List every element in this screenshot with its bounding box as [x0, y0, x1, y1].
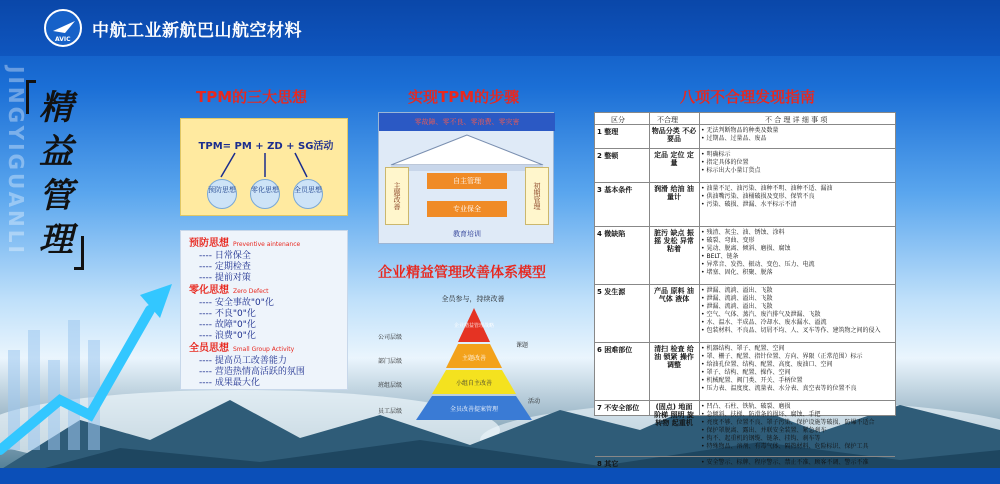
calli-char: 益 [39, 132, 73, 172]
section-title-zero: 零化思想 Zero Defect [189, 285, 269, 296]
row-type: 润滑 给油 油量计 [654, 185, 694, 201]
row-category: 7 不安全部位 [597, 404, 640, 412]
detail-line: • 晃动、脱离、倾斜、磨损、腐蚀 [701, 245, 791, 252]
level-label: 部门层级 [378, 358, 403, 365]
company-name: 中航工业新航巴山航空材料 [92, 21, 302, 41]
section-title-all-staff: 全员思想 Small Group Activity [189, 343, 295, 354]
detail-line: • 保护罩脱离、露出、并联安全装置、紧急刹车 [701, 427, 827, 434]
row-category: 4 微缺陷 [597, 230, 626, 238]
list-item: ---- 成果最大化 [199, 378, 260, 388]
row-type: 定品 定位 定量 [654, 151, 694, 167]
header-cell: 不合理 [657, 116, 678, 124]
detail-line: • 机械配置、阀门类、开关、手柄位置 [701, 377, 803, 384]
calli-char: 精 [39, 88, 73, 128]
row-category: 1 整理 [597, 128, 619, 136]
detail-line: • 空气、气体、蒸汽、废汽排气及泄漏、飞散 [701, 311, 821, 318]
calli-char: 理 [39, 220, 73, 260]
detail-line: • 指定具体的位置 [701, 159, 749, 166]
row-type: 清扫 检查 给油 锁紧 操作 调整 [654, 345, 694, 369]
list-item: ---- 定期检查 [199, 262, 251, 272]
table-row [595, 227, 895, 285]
row-category: 6 困难部位 [597, 346, 633, 354]
row-type: (固点) 地面 阶梯 照明 旋转物 起重机 [654, 403, 694, 427]
list-item: ---- 提高员工改善能力 [199, 356, 287, 366]
detail-line: • 亮度不够、位置不良、罩子污染、保护设施等破损、防爆不适合 [701, 419, 875, 426]
list-item: ---- 提前对策 [199, 273, 251, 283]
row-details [701, 229, 893, 277]
circle-all-staff: 全员思想 [293, 179, 323, 209]
list-item: ---- 安全事故"0"化 [199, 298, 274, 308]
detail-line: • 特殊物品、溶剂、有毒气体、隔热材料、危险标识、保护工具 [701, 443, 869, 450]
detail-line: • 无法判断物品的种类及数量 [701, 127, 779, 134]
lean-model-title: 企业精益管理改善体系模型 [378, 265, 546, 281]
detail-line: • 钩不、起重机的钢缆、链条、挂钩、刹车等 [701, 435, 821, 442]
detail-line: • 给油孔位置、结构、配置、高度、废油口、空间 [701, 361, 833, 368]
logo-text: AVIC [55, 36, 71, 43]
detail-line: • 泄漏、流淌、溢出、飞散 [701, 287, 773, 294]
list-item: ---- 浪费"0"化 [199, 331, 256, 341]
detail-line: • 异常音、发热、振动、变色、压力、电流 [701, 261, 815, 268]
foot-training: 教育培训 [453, 230, 481, 238]
detail-line: • 泄漏、流淌、溢出、飞散 [701, 295, 773, 302]
detail-line: • 泄漏、流淌、溢出、飞散 [701, 303, 773, 310]
header-cell: 不 合 理 详 细 事 项 [765, 116, 828, 124]
pyramid-level: 主题改善 [461, 355, 486, 362]
detail-line: • 罩、栅子、配置、指针位置、方向、界限（正常范围）标示 [701, 353, 863, 360]
right-label: 活动 [528, 398, 541, 405]
detail-line: • 机器结构、罩子、配置、空间 [701, 345, 785, 352]
company-logo [44, 9, 82, 47]
row-details [701, 345, 893, 393]
row-details [701, 403, 893, 451]
section-title-preventive: 预防思想 Preventive aintenance [189, 238, 301, 249]
tpm-steps-diagram [378, 112, 554, 244]
row-category: 8 其它 [597, 460, 619, 468]
level-label: 公司层级 [378, 334, 403, 341]
detail-line: • 水、温水、半成品、冷却水、废水漏水、溢流 [701, 319, 827, 326]
detail-line: • 安全警示、标牌、程序警示、禁止不准、顾客不调、警示不准 [701, 459, 869, 466]
detail-line: • 污染、破损、泄漏、水平标示不清 [701, 201, 797, 208]
detail-line: • 压力表、温度度、流量表、水分表、真空表等的位置不良 [701, 385, 857, 392]
list-item: ---- 日常保全 [199, 251, 251, 261]
eight-irrationalities-title: 八项不合理发现指南 [680, 88, 816, 106]
tpm-formula: TPM= PM + ZD + SG活动 [198, 141, 334, 152]
tpm-steps-title: 实现TPM的步骤 [408, 88, 520, 106]
calli-char: 管 [39, 176, 73, 216]
row-details [701, 151, 893, 175]
detail-line: • 包装材料、不良品、切屑不均、人、叉车等作、建筑物之间的侵入 [701, 327, 881, 334]
circle-preventive: 预防思想 [207, 179, 237, 209]
tpm-ideas-list [180, 230, 348, 390]
irrationality-table [594, 112, 896, 468]
right-label: 课题 [516, 342, 529, 349]
table-row [595, 183, 895, 227]
row-details [701, 287, 893, 335]
row-type: 脏污 缺点 振摇 发松 异常 粘着 [654, 229, 694, 253]
list-item: ---- 故障"0"化 [199, 320, 256, 330]
step-professional: 专业保全 [427, 201, 507, 217]
table-row [595, 125, 895, 149]
row-category: 3 基本条件 [597, 186, 633, 194]
lean-model-subtitle: 全员参与，持续改善 [441, 295, 505, 303]
tpm-three-ideas-title: TPM的三大思想 [196, 88, 308, 106]
list-item: ---- 营造热情高活跃的氛围 [199, 367, 305, 377]
table-row [595, 401, 895, 457]
wing-icon [53, 21, 75, 33]
side-pinyin: JINGYIGUANLI [4, 66, 28, 256]
detail-line: • BELT、链条 [701, 253, 739, 260]
detail-line: • 堵塞、固化、积聚、脱落 [701, 269, 773, 276]
detail-line: • 凹凸、石柱、铁轨、破裂、磨损 [701, 403, 791, 410]
detail-line: • 过期品、过量品、废品 [701, 135, 767, 142]
list-item: ---- 不良"0"化 [199, 309, 256, 319]
detail-line: • 破裂、弯曲、变形 [701, 237, 755, 244]
pyramid-level: 全员改善提案管理 [449, 406, 498, 413]
col-initial-mgmt: 初期管理 [525, 167, 549, 225]
detail-line: • 油量不足、油污染、油种不明、油种不适、漏油 [701, 185, 833, 192]
table-row [595, 343, 895, 401]
row-category: 5 发生源 [597, 288, 626, 296]
row-type: 物品分类 不必要品 [651, 127, 697, 143]
detail-line: • 供油嘴污染、油桶破损及变形、保管不良 [701, 193, 815, 200]
level-label: 员工层级 [378, 408, 403, 415]
step-autonomous: 自主管理 [427, 173, 507, 189]
pyramid-level: 小组自主改善 [455, 380, 492, 387]
goal-banner: 零故障、零不良、零浪费、零灾害 [379, 113, 555, 131]
col-theme-improve: 主题改善 [385, 167, 409, 225]
header-cell: 区分 [611, 116, 625, 124]
table-row [595, 149, 895, 183]
table-header [595, 113, 895, 125]
row-details [701, 185, 893, 209]
table-row [595, 285, 895, 343]
detail-line: • 急倾斜、扶梯、防滑条的损坏、腐蚀、手把 [701, 411, 821, 418]
bottom-stripe [0, 468, 1000, 484]
row-details [701, 127, 893, 143]
circle-zero: 零化思想 [250, 179, 280, 209]
detail-line: • 残渣、灰尘、油、锈蚀、涂料 [701, 229, 785, 236]
pyramid-level: 企业精益管理战略 [453, 323, 494, 329]
detail-line: • 标示出大小量订货点 [701, 167, 761, 174]
row-type: 产品 原料 油 气体 液体 [654, 287, 694, 303]
detail-line: • 明确标示 [701, 151, 731, 158]
detail-line: • 罩子、结构、配置、操作、空间 [701, 369, 791, 376]
header-bar [0, 0, 1000, 56]
row-category: 2 整顿 [597, 152, 619, 160]
row-details [701, 459, 893, 467]
tpm-formula-box [180, 118, 348, 216]
level-label: 班组层级 [378, 382, 403, 389]
growth-arrow-graphic [0, 200, 210, 460]
